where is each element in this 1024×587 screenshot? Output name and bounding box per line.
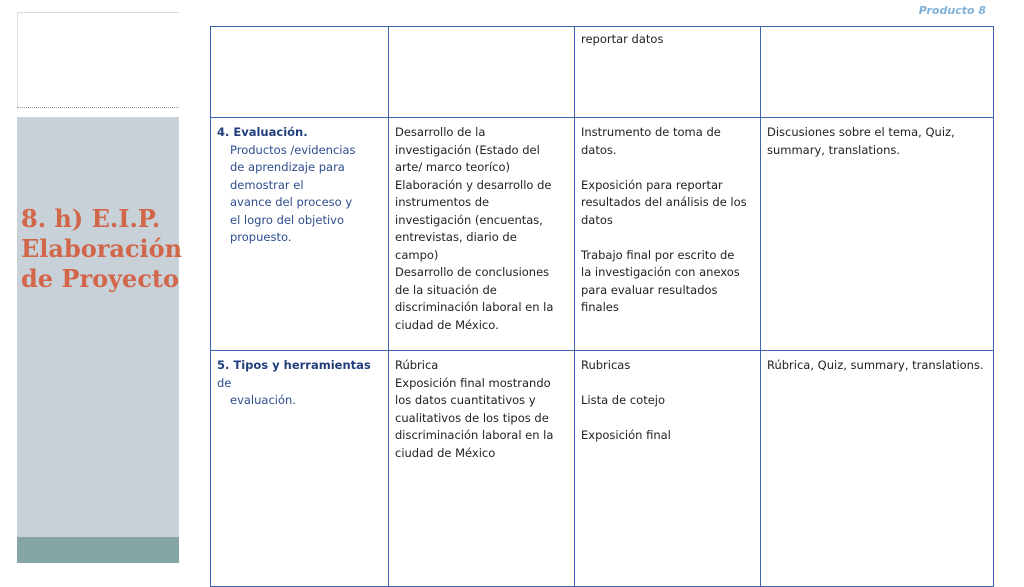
table-cell: [211, 27, 389, 118]
cell-line: Desarrollo de conclusiones: [395, 265, 550, 279]
cell-line: summary, translations.: [767, 142, 901, 157]
cell-line: cualitativos de los tipos de: [395, 410, 549, 425]
cell-line: Exposición final: [581, 428, 671, 442]
cell-line: avance del proceso y: [230, 195, 353, 209]
cell-line: de la situación de: [395, 282, 497, 297]
cell-line: Instrumento de toma de: [581, 125, 721, 139]
sidebar-panel: [17, 117, 179, 537]
cell-line: para evaluar resultados: [581, 282, 718, 297]
cell-line: Exposición para reportar: [581, 177, 723, 192]
sidebar-footer-band: [17, 537, 179, 563]
table-cell: [211, 351, 389, 587]
cell-line: Rúbrica: [395, 358, 439, 372]
table-cell: [761, 118, 994, 351]
sidebar-frame: [17, 12, 179, 107]
table-cell: [761, 27, 994, 118]
cell-line: Exposición final mostrando: [395, 375, 551, 390]
slide-title-line-3: de Proyecto: [21, 264, 180, 293]
cell-line: Rubricas: [581, 358, 631, 372]
section-heading-rest: de: [217, 375, 232, 390]
section-heading: 5. Tipos y herramientas: [217, 358, 371, 372]
table-cell: [389, 351, 575, 587]
cell-line: Elaboración y desarrollo de: [395, 177, 552, 192]
cell-line: finales: [581, 300, 619, 314]
evaluation-table: [210, 26, 994, 587]
table-cell: [575, 118, 761, 351]
cell-line: demostrar el: [230, 177, 304, 192]
table-cell: [575, 351, 761, 587]
table-cell: [389, 118, 575, 351]
table-cell: [575, 27, 761, 118]
cell-line: investigación (encuentas,: [395, 212, 543, 227]
cell-line: la investigación con anexos: [581, 265, 740, 279]
cell-line: de aprendizaje para: [230, 160, 345, 174]
slide-title-line-2: Elaboración: [21, 234, 183, 263]
cell-line: Desarrollo de la: [395, 125, 486, 139]
section-heading: 4. Evaluación.: [217, 125, 308, 139]
cell-line: Discusiones sobre el tema, Quiz,: [767, 125, 955, 139]
cell-line: Trabajo final por escrito de: [581, 247, 735, 262]
cell-line: ciudad de México.: [395, 317, 499, 332]
cell-line: el logro del objetivo: [230, 212, 345, 227]
product-tag: Producto 8: [918, 4, 986, 17]
sidebar-dotted-divider: [17, 107, 179, 108]
slide-title: [21, 204, 211, 294]
cell-line: los datos cuantitativos y: [395, 393, 536, 407]
table-row: [211, 118, 994, 351]
cell-line: discriminación laboral en la: [395, 428, 554, 442]
cell-line: propuesto.: [230, 230, 292, 244]
cell-line: entrevistas, diario de: [395, 230, 517, 244]
cell-line: datos: [581, 212, 613, 227]
cell-line: campo): [395, 247, 439, 262]
table-cell: [389, 27, 575, 118]
slide-title-line-1: 8. h) E.I.P.: [21, 204, 161, 233]
cell-line: evaluación.: [230, 393, 296, 407]
cell-text: reportar datos: [581, 32, 664, 46]
cell-line: resultados del análisis de los: [581, 195, 747, 209]
cell-line: datos.: [581, 142, 617, 157]
table-cell: [761, 351, 994, 587]
cell-line: arte/ marco teoríco): [395, 160, 511, 174]
cell-line: ciudad de México: [395, 445, 496, 460]
table-cell: [211, 118, 389, 351]
cell-line: discriminación laboral en la: [395, 300, 554, 314]
cell-line: instrumentos de: [395, 195, 490, 209]
table-row: [211, 27, 994, 118]
cell-line: Productos /evidencias: [230, 142, 356, 157]
table-row: [211, 351, 994, 587]
cell-line: Rúbrica, Quiz, summary, translations.: [767, 358, 984, 372]
cell-line: investigación (Estado del: [395, 142, 540, 157]
cell-line: Lista de cotejo: [581, 393, 666, 407]
